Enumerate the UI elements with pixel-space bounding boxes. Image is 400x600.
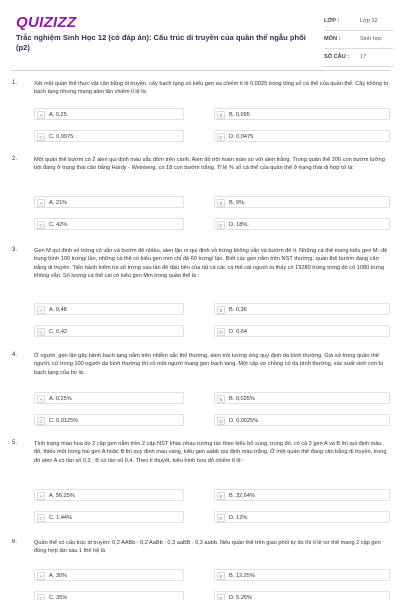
question-number: 6. [12,539,18,545]
option-letter: D [217,594,225,600]
option-letter: C [37,221,45,229]
question-3 [0,247,400,343]
option-text: C. 0,42 [49,328,68,335]
option-text: D. 12% [229,514,248,521]
option-letter: D [217,328,225,336]
option-letter: B [217,395,225,403]
meta-value: Sinh học [360,36,382,42]
option-d[interactable] [214,414,390,426]
question-number: 2. [12,156,18,162]
question-text: Ở người, gen lặn gây bệnh bạch tạng nằm trên nhiễm sắc thể thường, alen trội tương ứng quy định da bình thường. Giả sử trong quần thể người, cứ trong 100 người da bình thường thì có một người mang gen bạch tạng. Một cặp vợ chồng có da bình thường, xác suất sinh con bị bạch tạng của họ là: [34,353,383,376]
quiz-meta [324,16,394,70]
option-text: B. 0,095 [229,111,250,118]
option-letter: D [217,514,225,522]
option-letter: C [37,514,45,522]
option-letter: C [37,328,45,336]
quiz-title: Trắc nghiệm Sinh Học 12 (có đáp án): Cấu trúc di truyền của quần thể ngẫu phối (p2) [16,33,306,52]
option-a[interactable] [34,196,184,208]
meta-class [324,16,394,31]
option-text: C. 0,9975. [49,133,75,140]
option-letter: B [217,199,225,207]
option-text: C. 35% [49,594,68,600]
question-text: Quần thể có cấu trúc di truyền: 0,2 AABb : 0,2 AaBb : 0,3 aaBB : 0,3 aabb. Nếu quần thể trên giao phối tự do thì tỉ lệ cơ thể mang 2 cặp gen đồng hợp lặn sau 1 thế hệ là [34,540,381,555]
question-2 [0,156,400,240]
option-text: B. 0,36 [229,306,247,313]
header-divider [10,70,390,71]
option-c[interactable] [34,511,184,523]
meta-value: 17 [360,54,367,60]
option-text: A. 0,25% [49,395,72,402]
option-letter: A [37,395,45,403]
option-b[interactable] [214,392,390,404]
option-text: C. 1,44% [49,514,73,521]
option-letter: D [217,417,225,425]
question-text: Gen M qui định vỏ trứng có vằn và bướm đẻ nhiều, alen lặn m qui định vỏ trứng không vằn và bướm đẻ ít. Những cá thể mang kiểu gen M- đẻ trung bình 100 trứng/ lần, những cá thể có kiểu gen mm chỉ đẻ 60 trứng/ lần. Biết các gen nằm trên NST thường, quần thể bướm đang cân bằng di truyền. Tiến hành kiểm tra số trứng sau lần đẻ đầu tiên của tất cả các cá thể cái người ta thấy có 19280 trứng trong đó có 1080 trứng không vằn. Số lượng cá thể cái có kiểu gen Mm trong quần thể là : [34,248,388,280]
option-text: D. 0,0025% [229,417,259,424]
question-number: 5. [12,440,18,446]
option-a[interactable] [34,303,184,315]
option-letter: B [217,111,225,119]
option-letter: A [37,199,45,207]
option-letter: A [37,306,45,314]
option-text: A. 30% [49,572,68,579]
option-letter: B [217,306,225,314]
option-letter: B [217,572,225,580]
option-text: B. 12.25% [229,572,255,579]
option-text: B. 32,64% [229,492,255,499]
option-text: A. 0,48 [49,306,67,313]
meta-count [324,52,394,67]
option-letter: A [37,492,45,500]
question-text: Xét một quần thể thực vật cân bằng di truyền, cây bạch tạng có kiểu gen aa chiếm tỉ lệ 0,0025 trong tổng số cá thể của quần thể. Cây không bị bạch tạng nhưng mang alen lặn chiếm tỉ lệ là: [34,81,388,96]
option-b[interactable] [214,303,390,315]
option-letter: C [37,133,45,141]
question-number: 1. [12,80,18,86]
option-b[interactable] [214,196,390,208]
option-text: D. 0,64 [229,328,248,335]
meta-value: Lớp 12 [360,18,378,24]
meta-subject [324,34,394,49]
option-text: A. 56,25% [49,492,75,499]
option-letter: C [37,417,45,425]
question-number: 4. [12,352,18,358]
option-letter: D [217,133,225,141]
option-a[interactable] [34,569,184,581]
option-letter: A [37,572,45,580]
meta-label: LỚP : [324,18,340,24]
meta-label: SỐ CÂU : [324,54,350,60]
option-d[interactable] [214,130,390,142]
option-text: A. 21% [49,199,68,206]
option-b[interactable] [214,489,390,501]
option-a[interactable] [34,392,184,404]
option-text: C. 42%. [49,221,69,228]
option-letter: B [217,492,225,500]
option-text: D. 18%. [229,221,249,228]
option-text: D. 0,0475 [229,133,254,140]
meta-label: MÔN : [324,36,341,42]
option-c[interactable] [34,414,184,426]
option-b[interactable] [214,108,390,120]
question-6 [0,539,400,600]
option-d[interactable] [214,511,390,523]
question-text: Một quần thể bướm có 2 alen qui định màu sắc đốm trên cánh. Alen đỏ trội hoàn toàn so với alen trắng. Trong quần thể 200 con bướm lưỡng bội đang ở trạng thái cân bằng Hardy - Weinberg, có 18 con bướm trắng. Tỉ lệ % số cá thể của quần thể ở trạng thái dị hợp tử là: [34,157,385,172]
option-text: D. 5.25% [229,594,253,600]
option-letter: D [217,221,225,229]
option-a[interactable] [34,108,184,120]
question-5 [0,440,400,532]
option-a[interactable] [34,489,184,501]
option-c[interactable] [34,591,184,600]
question-number: 3. [12,247,18,253]
option-c[interactable] [34,325,184,337]
question-4 [0,352,400,432]
quizizz-logo: QUIZIZZ [16,14,77,31]
option-text: B. 0,025% [229,395,255,402]
option-d[interactable] [214,325,390,337]
quiz-header [0,0,400,62]
option-d[interactable] [214,591,390,600]
option-b[interactable] [214,569,390,581]
option-c[interactable] [34,130,184,142]
option-text: A. 0,25. [49,111,69,118]
option-text: B. 9%. [229,199,246,206]
option-letter: A [37,111,45,119]
option-c[interactable] [34,218,184,230]
option-text: C. 0,0125% [49,417,79,424]
question-text: Tính trạng màu hoa do 2 cặp gen nằm trên 2 cặp NST khác nhau tương tác theo kiểu bổ sung, trong đó, có cả 2 gen A và B thì qui định màu đỏ, thiếu một trong hai gen A hoặc B thì quy định màu vàng, kiểu gen aabb qui định màu trắng. Ở một quần thể đang cân bằng di truyền, trong đó alen A có tần số 0,3 ; B có tần số 0,4. Theo lí thuyết, kiểu hình hoa đỏ chiếm tỉ lệ : [34,441,387,464]
question-1 [0,80,400,160]
option-letter: C [37,594,45,600]
option-d[interactable] [214,218,390,230]
